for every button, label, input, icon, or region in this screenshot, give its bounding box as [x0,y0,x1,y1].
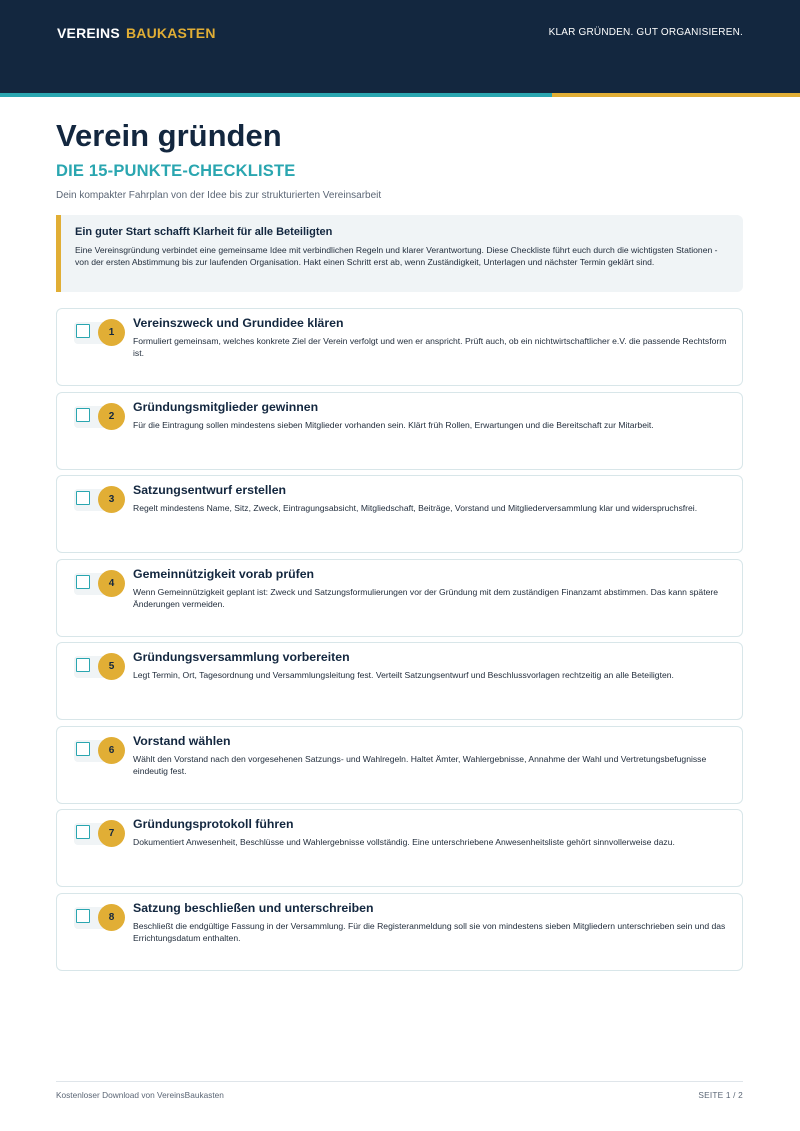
checkbox[interactable] [76,825,90,839]
intro-callout [56,215,743,292]
step-description: Formuliert gemeinsam, welches konkrete Ziel der Verein verfolgt und wen er anspricht. Prüft auch, ob ein nichtwirtschaftlicher e.V. die passende Rechtsform ist. [133,336,727,358]
step-title: Gemeinnützigkeit vorab prüfen [133,567,315,581]
step-title: Vorstand wählen [133,734,231,748]
step-number-badge: 4 [98,570,125,597]
step-description: Wenn Gemeinnützigkeit geplant ist: Zweck und Satzungsformulierungen vor der Gründung mit dem zuständigen Finanzamt abstimmen. Das kann spätere Änderungen vermeiden. [133,587,718,609]
checklist-item [56,809,743,887]
checkbox[interactable] [76,575,90,589]
step-description: Regelt mindestens Name, Sitz, Zweck, Eintragungsabsicht, Mitgliedschaft, Beiträge, Vorstand und Mitgliederversammlung klar und widerspruchsfrei. [133,503,698,513]
checklist-item [56,893,743,971]
step-description: Legt Termin, Ort, Tagesordnung und Versammlungsleitung fest. Verteilt Satzungsentwurf und Beschlussvorlagen rechtzeitig an alle Beteiligten. [133,670,674,680]
callout-body: Eine Vereinsgründung verbindet eine gemeinsame Idee mit verbindlichen Regeln und klarer Verantwortung. Diese Checkliste führt euch durch die wichtigsten Stationen - von der ersten Abstimmung bis zur laufenden Organisation. Hakt einen Schritt erst ab, wenn Zuständigkeit, Unterlagen und nächster Termin geklärt sind. [75,245,718,267]
page-number: SEITE 1 / 2 [698,1090,743,1100]
checkbox[interactable] [76,658,90,672]
checklist-item [56,726,743,804]
footer-source: Kostenloser Download von VereinsBaukasten [56,1090,224,1100]
step-number-badge: 2 [98,403,125,430]
step-title: Vereinszweck und Grundidee klären [133,316,344,330]
checklist-item [56,392,743,470]
step-title: Satzung beschließen und unterschreiben [133,901,374,915]
checklist-item [56,308,743,386]
step-number-badge: 6 [98,737,125,764]
checkbox[interactable] [76,742,90,756]
step-number-badge: 3 [98,486,125,513]
step-title: Gründungsmitglieder gewinnen [133,400,319,414]
header-stripe-teal [0,93,552,97]
step-description: Beschließt die endgültige Fassung in der Versammlung. Für die Registeranmeldung soll sie von mindestens sieben Mitgliedern unterschrieben sein und das Errichtungsdatum enthalten. [133,921,726,943]
page-subtitle: DIE 15-PUNKTE-CHECKLISTE [56,162,296,180]
step-number-badge: 1 [98,319,125,346]
checkbox[interactable] [76,909,90,923]
step-title: Gründungsversammlung vorbereiten [133,650,350,664]
callout-title: Ein guter Start schafft Klarheit für alle Beteiligten [75,226,333,238]
brand-logo [57,25,216,41]
page-title: Verein gründen [56,118,282,153]
step-description: Wählt den Vorstand nach den vorgesehenen Satzungs- und Wahlregeln. Haltet Ämter, Wahlergebnisse, Annahme der Wahl und Vertretungsbefugnisse eindeutig fest. [133,754,707,776]
header-bar [0,0,800,93]
checklist-item [56,475,743,553]
header-stripe-gold [552,93,800,97]
step-number-badge: 8 [98,904,125,931]
step-title: Gründungsprotokoll führen [133,817,294,831]
checkbox[interactable] [76,408,90,422]
brand-accent: BAUKASTEN [125,25,216,41]
checklist-item [56,559,743,637]
checkbox[interactable] [76,324,90,338]
step-title: Satzungsentwurf erstellen [133,483,287,497]
step-description: Für die Eintragung sollen mindestens sieben Mitglieder vorhanden sein. Klärt früh Rollen, Erwartungen und die Bereitschaft zur Mitarbeit. [133,420,654,430]
header-tagline: KLAR GRÜNDEN. GUT ORGANISIEREN. [548,27,743,38]
step-description: Dokumentiert Anwesenheit, Beschlüsse und Wahlergebnisse vollständig. Eine unterschriebene Anwesenheitsliste gehört sinnvollerweise dazu. [133,837,675,847]
step-number-badge: 7 [98,820,125,847]
checklist-item [56,642,743,720]
step-number-badge: 5 [98,653,125,680]
checkbox[interactable] [76,491,90,505]
page-lead: Dein kompakter Fahrplan von der Idee bis zur strukturierten Vereinsarbeit [56,190,382,201]
footer-divider [56,1081,743,1082]
brand-main: VEREINS [57,25,120,41]
